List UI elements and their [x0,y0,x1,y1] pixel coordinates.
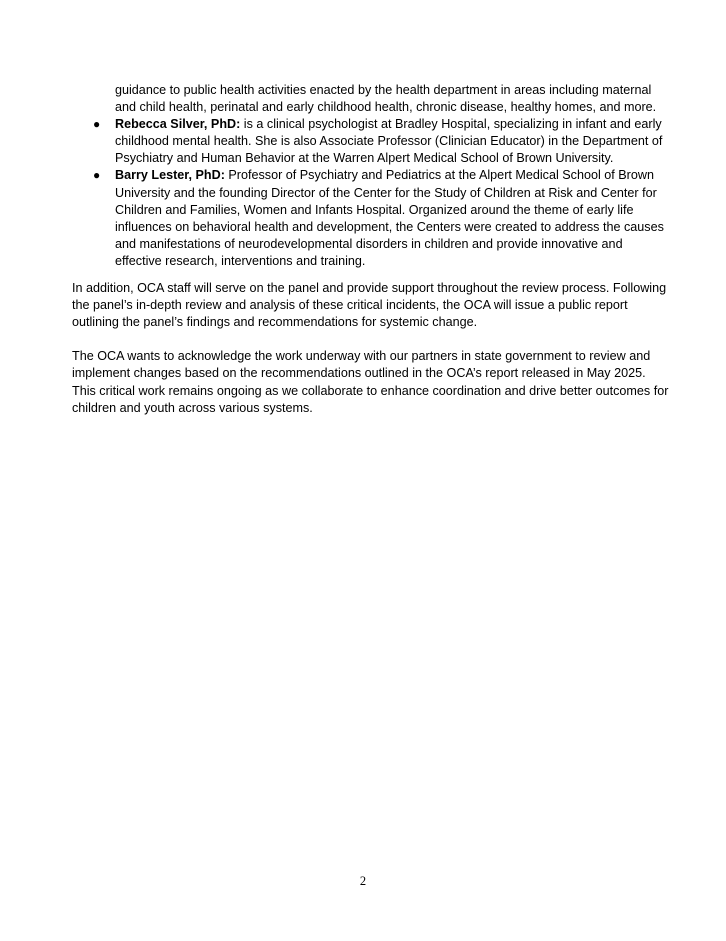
bullet-icon: ● [93,117,101,132]
member-description: Professor of Psychiatry and Pediatrics at the Alpert Medical School of Brown University and the founding Director of the Center for the Study of Children at Risk and Center for Children and Families, Women and Infants Hospital. Organized around the theme of early life influences on behavioral health and development, the Centers were created to address the causes and manifestations of neurodevelopmental disorders in children and provide innovative and effective research, interventions and training. [115,168,664,268]
page-number: 2 [359,874,367,888]
member-name: Rebecca Silver, PhD: [115,117,241,132]
member-description: is a clinical psychologist at Bradley Hospital, specializing in infant and early childhood mental health. She is also Associate Professor (Clinician Educator) in the Department of Psychiatry and Human Behavior at the Warren Alpert Medical School of Brown University. [115,117,663,166]
paragraph-acknowledgement: The OCA wants to acknowledge the work underway with our partners in state government to review and implement changes based on the recommendations outlined in the OCA’s report released in May 2025. This critical work remains ongoing as we collaborate to enhance coordination and drive better outcomes for children and youth across various systems. [72,349,669,415]
paragraph-oca-staff: In addition, OCA staff will serve on the panel and provide support throughout the review process. Following the panel’s in-depth review and analysis of these critical incidents, the OCA will issue a public report outlining the panel’s findings and recommendations for systemic change. [72,281,667,330]
bullet-icon: ● [93,168,101,183]
list-item-barry-lester [72,167,672,270]
page-content [72,82,672,417]
continued-bullet-text: guidance to public health activities enacted by the health department in areas including maternal and child health, perinatal and early childhood health, chronic disease, healthy homes, and more. [115,83,657,115]
list-item-rebecca-silver [72,116,672,167]
member-name: Barry Lester, PhD: [115,168,225,183]
panel-member-list [72,116,672,270]
